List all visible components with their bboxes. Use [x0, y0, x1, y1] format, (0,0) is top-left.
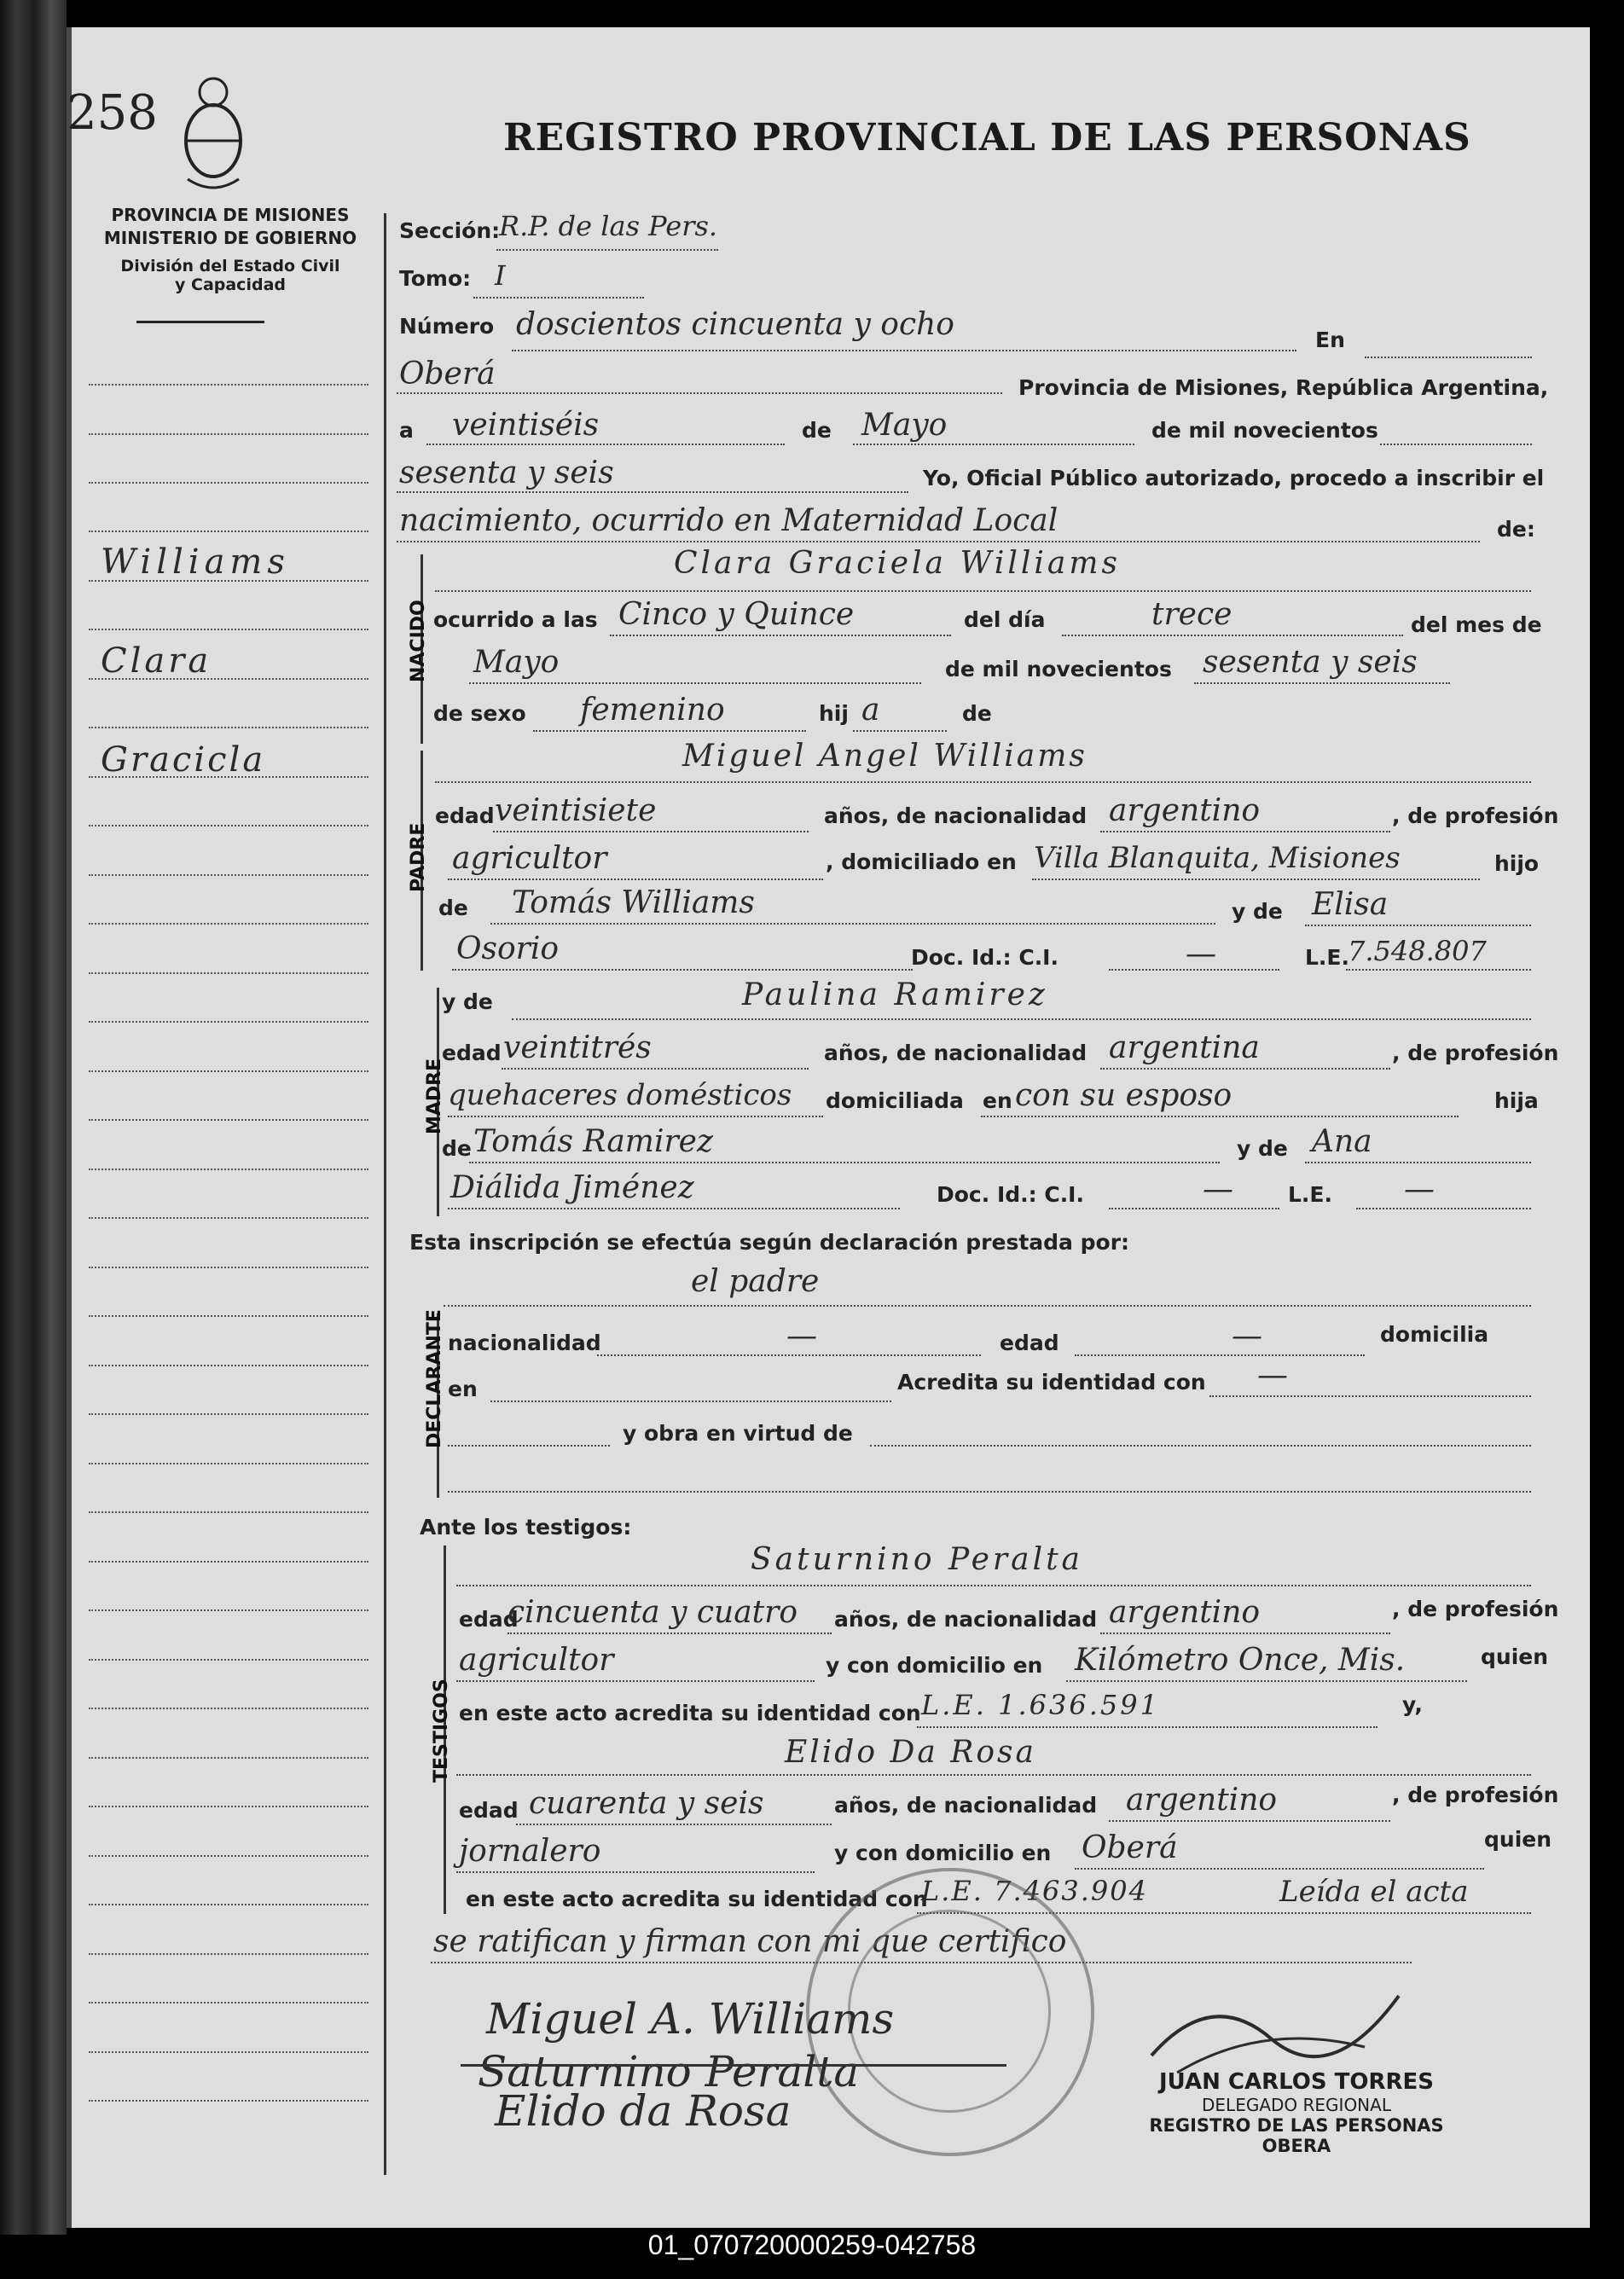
hij-suffix-value: a [861, 693, 880, 728]
hij-label: hij [819, 701, 849, 726]
official-org: REGISTRO DE LAS PERSONAS [1149, 2115, 1444, 2136]
de-mil-label: de mil novecientos [945, 657, 1172, 681]
decl-nac-value: — [786, 1319, 817, 1354]
official-place: OBERA [1262, 2136, 1331, 2156]
padre-padre-value: Tomás Williams [512, 885, 755, 920]
madre-nac-value: argentina [1109, 1030, 1260, 1065]
madre-domiciliada-label: domiciliada [826, 1088, 964, 1113]
institution-line-2: MINISTERIO DE GOBIERNO [103, 228, 357, 248]
decl-edad-label: edad [1000, 1331, 1059, 1355]
t1-quien-label: quien [1481, 1644, 1549, 1669]
t1-edad-value: cincuenta y cuatro [508, 1595, 798, 1630]
acto-value: nacimiento, ocurrido en Maternidad Local [399, 503, 1058, 538]
signature-padre: Miguel A. Williams [486, 1994, 895, 2044]
padre-madre2-value: Osorio [456, 931, 560, 966]
t2-nac-label: años, de nacionalidad [834, 1793, 1098, 1818]
margin-first-name: Clara [101, 641, 212, 681]
t1-acredita-label: en este acto acredita su identidad con [459, 1701, 921, 1725]
de-label: de [802, 418, 832, 443]
dia-nac-value: trece [1151, 597, 1232, 632]
del-mes-label: del mes de [1411, 612, 1542, 637]
t1-domicilio-label: y con domicilio en [826, 1653, 1043, 1678]
anio-nac-value: sesenta y seis [1203, 645, 1418, 680]
padre-de-label: de [438, 896, 468, 920]
de-colon-label: de: [1497, 517, 1535, 542]
madre-le-label: L.E. [1288, 1182, 1333, 1207]
official-stamp-block [1109, 2069, 1484, 2156]
seccion-label: Sección: [399, 218, 501, 243]
t2-domicilio-label: y con domicilio en [834, 1841, 1052, 1865]
declarante-section-label: DECLARANTE [424, 1309, 445, 1448]
coat-of-arms-icon [179, 60, 247, 196]
seccion-value: R.P. de las Pers. [499, 210, 718, 242]
padre-hijo-label: hijo [1494, 851, 1540, 876]
madre-edad-label: edad [442, 1041, 502, 1065]
padre-edad-value: veintisiete [495, 793, 657, 828]
madre-nac-label: años, de nacionalidad [824, 1041, 1088, 1065]
madre-en-label: en [983, 1088, 1012, 1113]
mes-nac-value: Mayo [473, 645, 560, 680]
decl-edad-value: — [1232, 1319, 1262, 1354]
t2-edad-label: edad [459, 1798, 519, 1823]
institution-block [94, 205, 367, 294]
leida-2-value: se ratifican y firman con mi que certifico [433, 1924, 1067, 1959]
t2-dom-value: Oberá [1082, 1830, 1178, 1865]
madre-le-value: — [1404, 1172, 1435, 1207]
official-role: DELEGADO REGIONAL [1202, 2095, 1391, 2115]
en-label: En [1315, 328, 1345, 352]
madre-hija-label: hija [1494, 1088, 1539, 1113]
madre-madre-value: Ana [1312, 1124, 1372, 1159]
signature-underline [461, 2064, 1006, 2067]
testigo1-value: Saturnino Peralta [751, 1542, 1084, 1577]
de-label-2: de [962, 701, 992, 726]
t1-dom-value: Kilómetro Once, Mis. [1075, 1643, 1406, 1678]
t1-edad-label: edad [459, 1607, 519, 1632]
t1-nac-value: argentino [1109, 1595, 1261, 1630]
nacido-section-label: NACIDO [408, 600, 429, 682]
numero-label: Número [399, 314, 495, 339]
tomo-label: Tomo: [399, 266, 472, 291]
en-place-value: Oberá [399, 357, 496, 391]
madre-y-de-label: y de [442, 989, 493, 1014]
t1-doc-value: L.E. 1.636.591 [921, 1689, 1160, 1721]
madre-y-de-label-2: y de [1237, 1136, 1288, 1161]
hora-value: Cinco y Quince [618, 597, 855, 632]
institution-line-4: y Capacidad [175, 275, 286, 294]
padre-value: Miguel Angel Williams [682, 739, 1088, 774]
declarante-value: el padre [691, 1264, 820, 1299]
testigo2-value: Elido Da Rosa [785, 1735, 1036, 1770]
madre-edad-value: veintitrés [503, 1030, 652, 1065]
de-mil-novecientos-label: de mil novecientos [1151, 418, 1378, 443]
page-number: 258 [67, 85, 158, 141]
padre-doc-label: Doc. Id.: C.I. [911, 945, 1058, 970]
t1-prof-value: agricultor [459, 1643, 614, 1678]
tomo-value: I [495, 259, 506, 292]
decl-acredita-label: Acredita su identidad con [897, 1370, 1206, 1395]
provincia-text: Provincia de Misiones, República Argentina, [1018, 375, 1549, 400]
dia-value: veintiséis [452, 408, 600, 443]
institution-rule [136, 321, 264, 323]
del-dia-label: del día [964, 607, 1046, 632]
leida-1-value: Leída el acta [1279, 1875, 1469, 1909]
margin-surname: Williams [101, 542, 290, 582]
numero-value: doscientos cincuenta y ocho [516, 307, 954, 342]
padre-nac-label: años, de nacionalidad [824, 803, 1088, 828]
decl-obra-label: y obra en virtud de [623, 1421, 853, 1446]
padre-ci-value: — [1186, 937, 1216, 971]
padre-domiciliado-label: , domiciliado en [826, 850, 1017, 874]
document-title: REGISTRO PROVINCIAL DE LAS PERSONAS [503, 116, 1471, 159]
margin-second-name: Gracicla [101, 740, 266, 780]
anio-value: sesenta y seis [399, 455, 614, 490]
signature-testigo-2: Elido da Rosa [495, 2086, 792, 2136]
inscripcion-text: Esta inscripción se efectúa según declaración prestada por: [409, 1230, 1130, 1255]
margin-divider [384, 213, 386, 2175]
t2-profesion-label: , de profesión [1392, 1783, 1559, 1807]
madre-de-label: de [442, 1136, 472, 1161]
decl-acredita-value: — [1257, 1358, 1288, 1393]
padre-le-value: 7.548.807 [1348, 935, 1487, 967]
a-label: a [399, 418, 414, 443]
padre-y-de-label: y de [1232, 899, 1283, 924]
decl-domicilia-label: domicilia [1380, 1322, 1489, 1347]
decl-en-label: en [448, 1377, 478, 1401]
t2-quien-label: quien [1484, 1827, 1552, 1852]
padre-profesion-label: , de profesión [1392, 803, 1559, 828]
t1-profesion-label: , de profesión [1392, 1597, 1559, 1621]
t2-prof-value: jornalero [459, 1834, 601, 1869]
signature-testigo-1: Saturnino Peralta [478, 2047, 860, 2096]
t2-edad-value: cuarenta y seis [529, 1786, 764, 1821]
padre-prof-value: agricultor [452, 841, 607, 876]
institution-line-3: División del Estado Civil [120, 257, 340, 275]
t1-nac-label: años, de nacionalidad [834, 1607, 1098, 1632]
padre-edad-label: edad [435, 803, 495, 828]
t2-nac-value: argentino [1126, 1783, 1278, 1818]
padre-section-label: PADRE [408, 822, 429, 892]
book-binding [0, 0, 67, 2235]
nombre-value: Clara Graciela Williams [674, 546, 1121, 581]
madre-padre-value: Tomás Ramirez [473, 1124, 713, 1159]
yo-text: Yo, Oficial Público autorizado, procedo a inscribir el [923, 466, 1545, 490]
madre-ci-value: — [1203, 1172, 1233, 1207]
testigos-section-label: TESTIGOS [431, 1679, 452, 1783]
official-name: JUAN CARLOS TORRES [1158, 2069, 1435, 2095]
mes-value: Mayo [861, 408, 948, 443]
image-id-caption: 01_070720000259-042758 [647, 2230, 977, 2260]
madre-section-label: MADRE [424, 1058, 445, 1134]
madre-dom-value: con su esposo [1015, 1078, 1232, 1113]
padre-madre-value: Elisa [1312, 887, 1389, 922]
institution-line-1: PROVINCIA DE MISIONES [111, 205, 350, 225]
sexo-value: femenino [580, 693, 725, 728]
t1-y-label: y, [1402, 1692, 1423, 1717]
madre-profesion-label: , de profesión [1392, 1041, 1559, 1065]
madre-doc-label: Doc. Id.: C.I. [937, 1182, 1084, 1207]
padre-nac-value: argentino [1109, 793, 1261, 828]
padre-le-label: L.E. [1305, 945, 1350, 970]
decl-nacionalidad-label: nacionalidad [448, 1331, 601, 1355]
de-sexo-label: de sexo [433, 701, 526, 726]
madre-value: Paulina Ramirez [742, 977, 1048, 1012]
t2-acredita-label: en este acto acredita su identidad con [466, 1887, 928, 1911]
padre-dom-value: Villa Blanquita, Misiones [1034, 841, 1401, 875]
t2-doc-value: L.E. 7.463.904 [921, 1875, 1148, 1907]
ante-testigos-text: Ante los testigos: [420, 1515, 632, 1540]
madre-madre2-value: Diálida Jiménez [450, 1170, 694, 1205]
madre-prof-value: quehaceres domésticos [448, 1078, 792, 1112]
ocurrido-label: ocurrido a las [433, 607, 598, 632]
